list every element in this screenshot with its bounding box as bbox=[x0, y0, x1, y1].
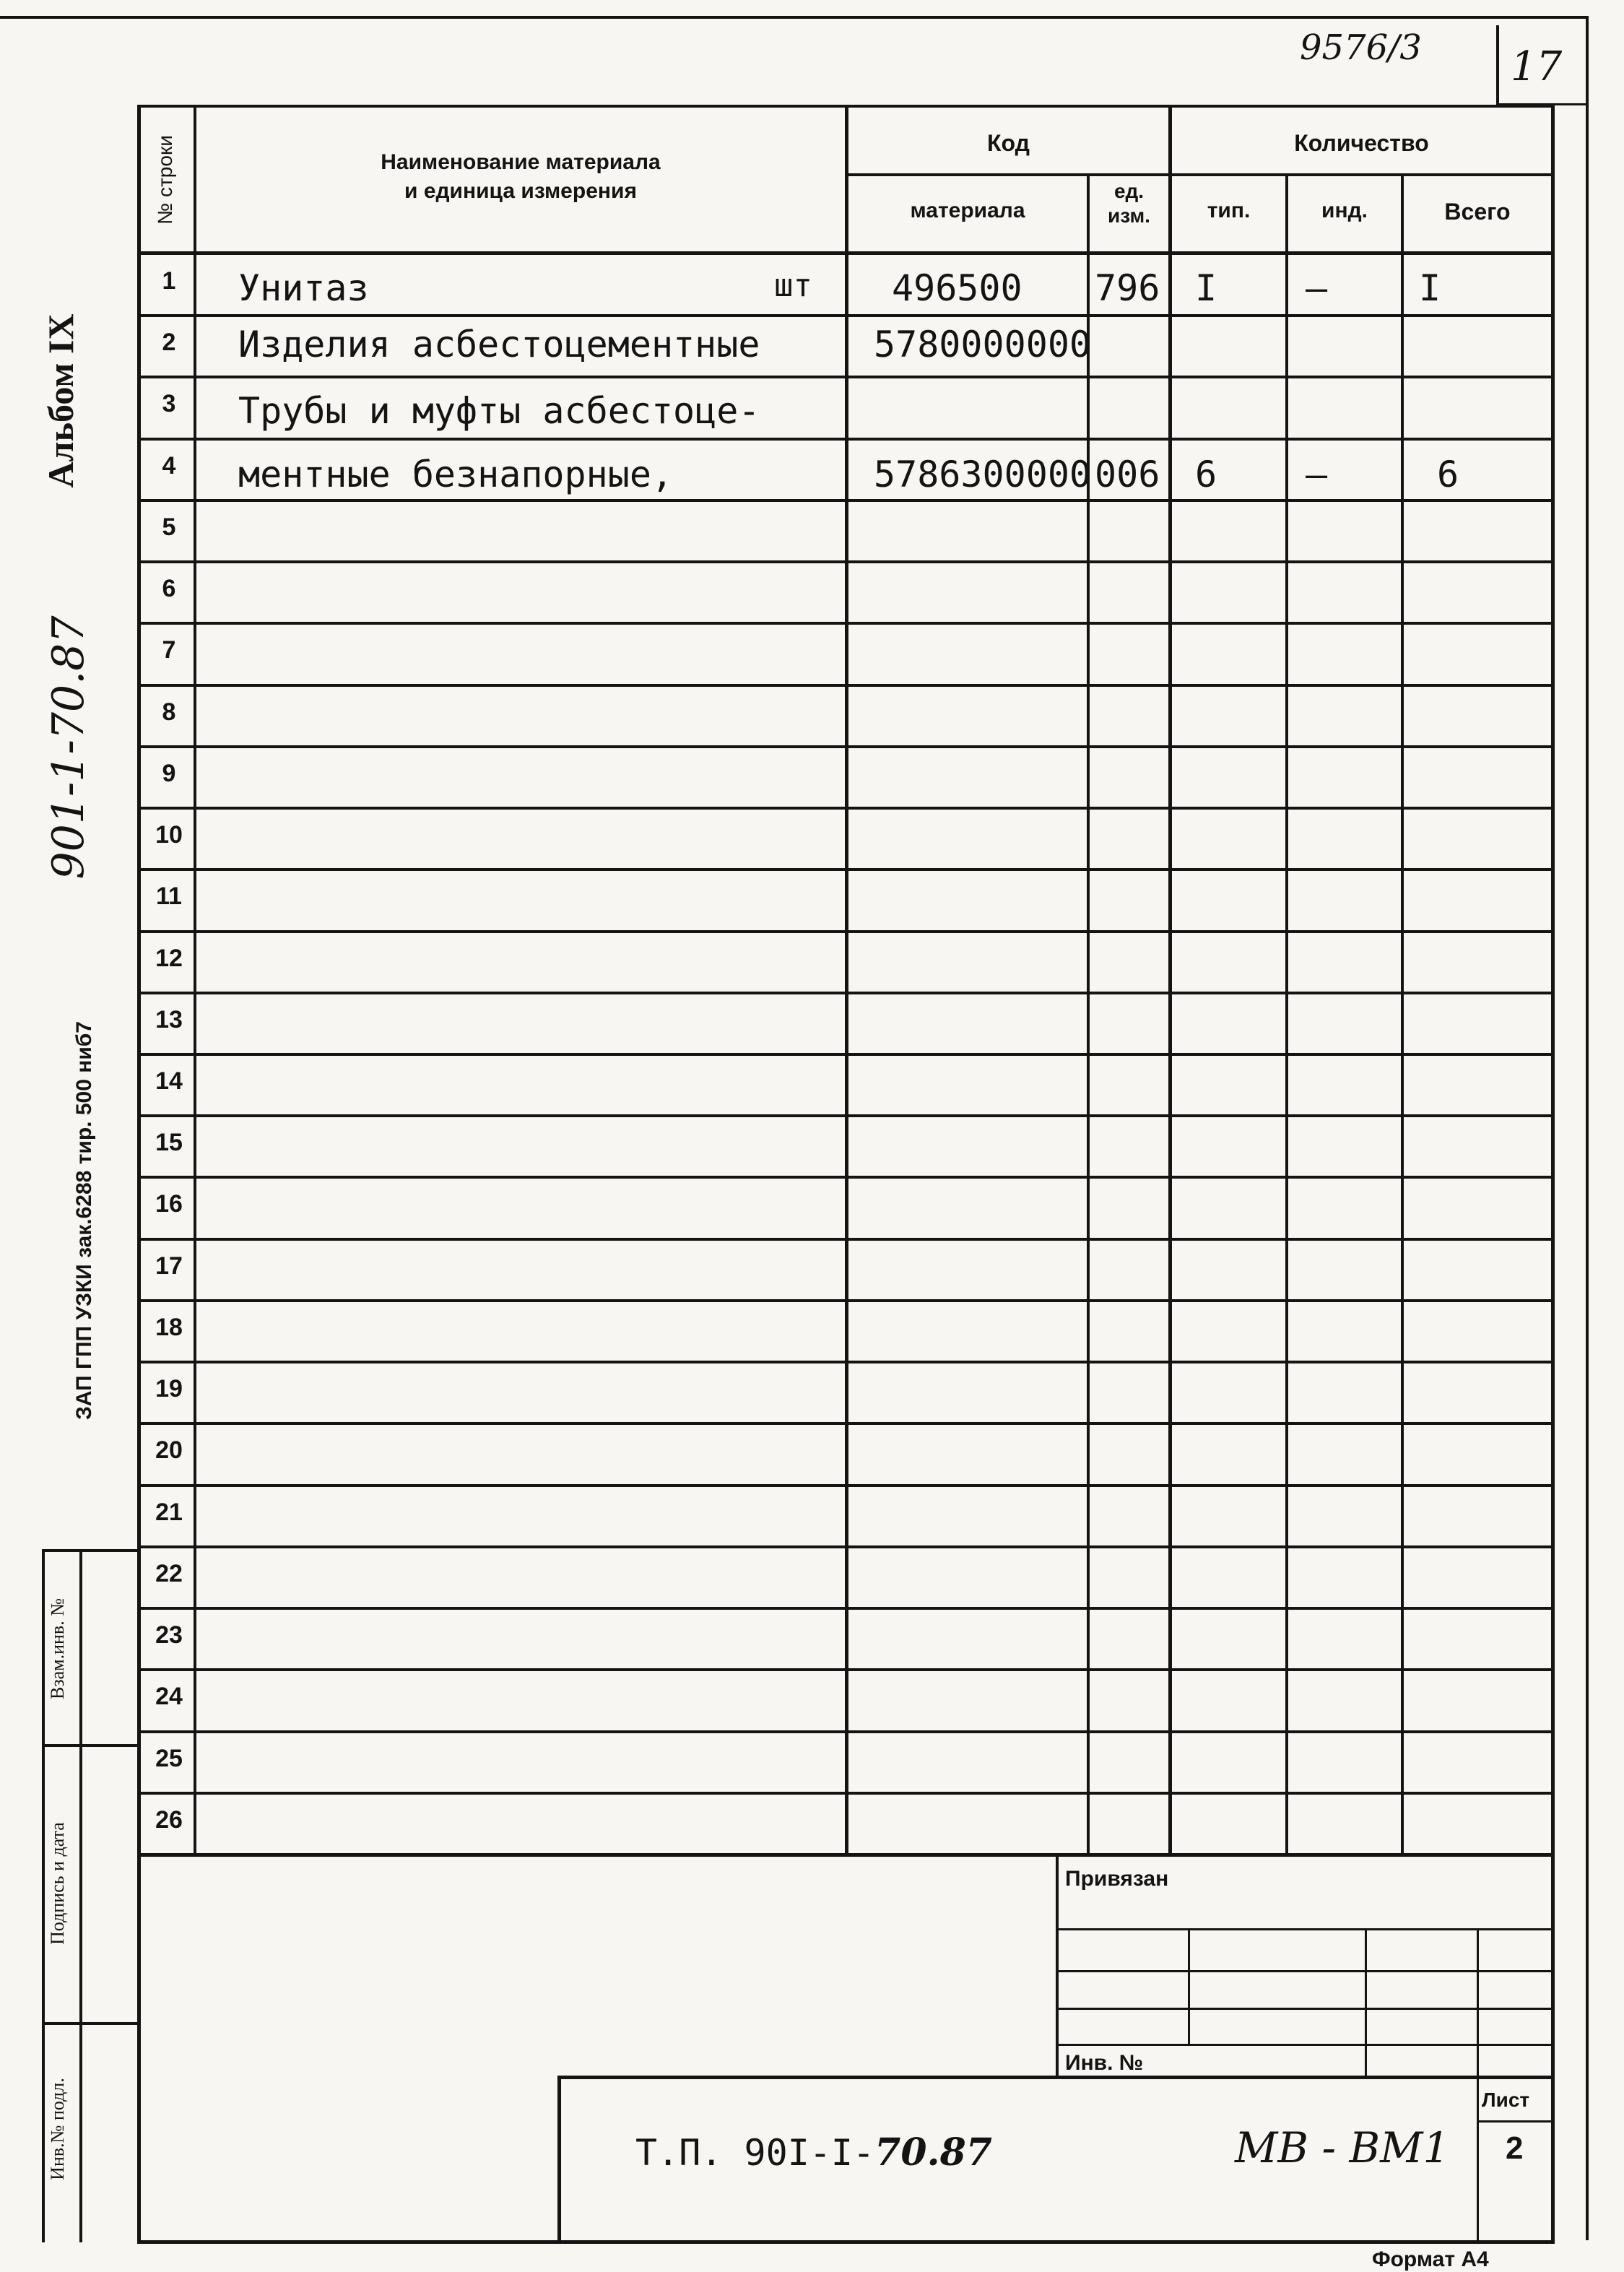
row-1-unit: шт bbox=[774, 267, 812, 304]
attached-label: Привязан bbox=[1065, 1867, 1169, 1891]
block-top-line bbox=[137, 1853, 1555, 1857]
row-number: 9 bbox=[162, 760, 176, 787]
row-4-total: 6 bbox=[1437, 454, 1459, 495]
row-number: 4 bbox=[162, 452, 176, 480]
header-qty-total: Всего bbox=[1444, 199, 1511, 225]
document-mark: МВ - ВМ1 bbox=[1235, 2123, 1450, 2172]
row-separator bbox=[140, 1299, 1553, 1302]
row-separator bbox=[140, 1730, 1553, 1733]
project-code-side: 901-1-70.87 bbox=[43, 615, 94, 880]
designation bbox=[635, 2130, 992, 2175]
stamp-replaced-inv: Взам.инв. № bbox=[47, 1597, 68, 1700]
row-separator bbox=[140, 807, 1553, 810]
row-separator bbox=[140, 560, 1553, 563]
header-row-number: № строки bbox=[154, 135, 176, 225]
row-separator bbox=[140, 438, 1553, 441]
row-number: 21 bbox=[155, 1499, 183, 1526]
table-left-border bbox=[137, 105, 141, 2242]
row-2-material-code: 5780000000 bbox=[874, 324, 1092, 365]
row-number: 18 bbox=[155, 1314, 183, 1341]
row-4-name: ментные безнапорные, bbox=[238, 454, 674, 495]
row-separator bbox=[140, 1607, 1553, 1610]
row-number: 23 bbox=[155, 1621, 183, 1649]
row-number: 11 bbox=[156, 883, 182, 910]
row-separator bbox=[140, 1545, 1553, 1548]
album-label: Альбом IX bbox=[40, 313, 81, 488]
archive-number: 9576/3 bbox=[1300, 27, 1422, 68]
stamp-inv-original: Инв.№ подл. bbox=[47, 2078, 68, 2180]
row-separator bbox=[140, 684, 1553, 687]
row-4-material-code: 5786300000 bbox=[874, 454, 1092, 495]
designation-handwritten: 70.87 bbox=[874, 2130, 992, 2175]
row-number: 20 bbox=[155, 1436, 183, 1464]
row-1-name: Унитаз bbox=[238, 267, 369, 309]
row-separator bbox=[140, 1484, 1553, 1487]
row-separator bbox=[140, 622, 1553, 625]
row-number: 22 bbox=[155, 1560, 183, 1587]
row-separator bbox=[140, 1238, 1553, 1241]
col-line-typ bbox=[1285, 173, 1288, 1854]
row-1-unit-code: 796 bbox=[1095, 267, 1160, 309]
row-4-ind: – bbox=[1306, 454, 1328, 495]
row-3-name: Трубы и муфты асбестоце- bbox=[238, 390, 760, 432]
header-qty-ind: инд. bbox=[1321, 199, 1368, 222]
col-line-unit bbox=[1168, 105, 1172, 1854]
row-separator bbox=[140, 499, 1553, 502]
title-block-top bbox=[557, 2076, 1555, 2079]
row-2-name: Изделия асбестоцементные bbox=[238, 324, 760, 365]
row-number: 19 bbox=[155, 1375, 183, 1402]
row-separator bbox=[140, 1668, 1553, 1671]
header-name: Наименование материала и единица измерения bbox=[381, 150, 661, 203]
row-number: 15 bbox=[155, 1129, 183, 1156]
top-border bbox=[0, 16, 1589, 19]
attached-line-3 bbox=[1056, 2008, 1555, 2010]
row-1-ind: – bbox=[1306, 267, 1328, 309]
row-number: 8 bbox=[162, 698, 176, 726]
stamp-col-mid bbox=[79, 1549, 82, 2242]
row-number: 6 bbox=[162, 575, 176, 602]
designation-typed: Т.П. 90I-I- bbox=[635, 2132, 875, 2174]
row-1-total: I bbox=[1419, 267, 1441, 309]
sheet-number: 2 bbox=[1506, 2130, 1524, 2166]
table-bottom-border bbox=[137, 2240, 1555, 2244]
row-number: 13 bbox=[155, 1006, 183, 1033]
row-separator bbox=[140, 992, 1553, 994]
row-1-typ: I bbox=[1195, 267, 1217, 309]
right-border bbox=[1586, 16, 1589, 2240]
row-number: 10 bbox=[155, 821, 183, 849]
row-number: 26 bbox=[155, 1806, 183, 1834]
attached-col-2 bbox=[1365, 1928, 1367, 2077]
attached-line-1 bbox=[1056, 1928, 1555, 1930]
print-info: ЗАП ГПП УЗКИ зак.6288 тир. 500 ниб7 bbox=[72, 1021, 96, 1421]
row-number: 1 bbox=[162, 267, 176, 295]
row-separator bbox=[140, 868, 1553, 871]
header-quantity: Количество bbox=[1294, 130, 1429, 156]
col-line-material bbox=[1087, 173, 1090, 1854]
row-number: 12 bbox=[155, 945, 183, 972]
header-bottom-line bbox=[137, 251, 1555, 255]
row-number: 3 bbox=[162, 390, 176, 417]
row-4-unit-code: 006 bbox=[1095, 454, 1160, 495]
row-number: 16 bbox=[155, 1190, 183, 1218]
col-line-name bbox=[845, 105, 848, 1854]
row-number: 17 bbox=[155, 1252, 183, 1280]
row-number: 25 bbox=[155, 1745, 183, 1772]
sheet-label: Лист bbox=[1482, 2089, 1530, 2111]
row-number: 24 bbox=[155, 1683, 183, 1710]
row-separator bbox=[140, 1176, 1553, 1179]
table-right-border bbox=[1551, 105, 1555, 2242]
row-separator bbox=[140, 1422, 1553, 1425]
title-block-left bbox=[557, 2076, 561, 2244]
stamp-col-left bbox=[42, 1549, 45, 2242]
row-separator bbox=[140, 930, 1553, 933]
sheet-box-divider bbox=[1477, 2120, 1555, 2123]
row-separator bbox=[140, 1053, 1553, 1056]
row-separator bbox=[140, 1361, 1553, 1363]
header-code-unit: ед. изм. bbox=[1108, 180, 1150, 227]
row-separator bbox=[140, 314, 1553, 317]
row-separator bbox=[140, 1114, 1553, 1117]
col-line-ind bbox=[1401, 173, 1404, 1854]
attached-col-3 bbox=[1477, 1928, 1479, 2240]
row-separator bbox=[140, 376, 1553, 378]
row-number: 14 bbox=[155, 1067, 183, 1095]
row-4-typ: 6 bbox=[1195, 454, 1217, 495]
row-separator bbox=[140, 745, 1553, 748]
row-separator bbox=[140, 1792, 1553, 1795]
col-line-rowno bbox=[194, 105, 196, 1854]
row-number: 7 bbox=[162, 636, 176, 664]
row-number: 2 bbox=[162, 329, 176, 356]
page-number: 17 bbox=[1511, 43, 1563, 90]
inv-no-label: Инв. № bbox=[1065, 2051, 1144, 2075]
header-code-material: материала bbox=[910, 199, 1025, 222]
attached-line-4 bbox=[1056, 2044, 1555, 2046]
row-number: 5 bbox=[162, 513, 176, 541]
row-1-material-code: 496500 bbox=[892, 267, 1022, 309]
attached-col-1 bbox=[1188, 1928, 1190, 2045]
header-qty-typ: тип. bbox=[1207, 199, 1251, 222]
header-mid-line bbox=[845, 173, 1555, 176]
header-code: Код bbox=[987, 130, 1030, 156]
page-num-box-left bbox=[1496, 25, 1499, 105]
stamp-signature-date: Подпись и дата bbox=[47, 1822, 68, 1945]
format-label: Формат А4 bbox=[1372, 2247, 1489, 2271]
attached-line-2 bbox=[1056, 1970, 1555, 1972]
